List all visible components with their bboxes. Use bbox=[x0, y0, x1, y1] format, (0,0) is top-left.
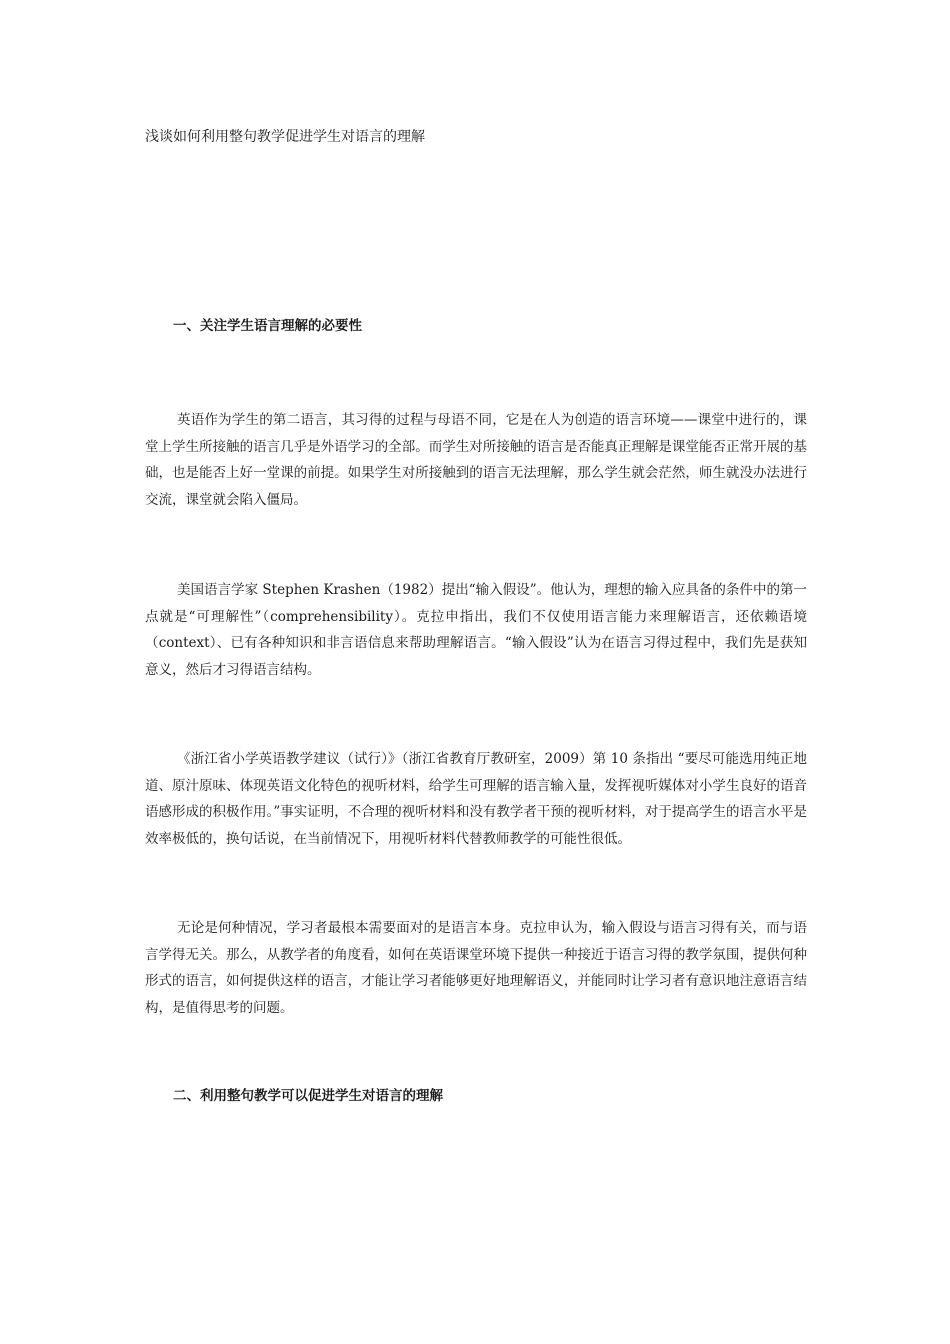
document-title: 浅谈如何利用整句教学促进学生对语言的理解 bbox=[145, 129, 425, 145]
paragraph-3: 《浙江省小学英语教学建议（试行）》（浙江省教育厅教研室，2009）第 10 条指出 “要尽可能选用纯正地道、原汁原味、体现英语文化特色的视听材料，给学生可理解的语言输入量，发挥视听媒体对小学生良好的语音语感形成的积极作用。”事实证明，不合理的视听材料和没有教学者干预的视听材料，对于提高学生的语言水平是效率极低的，换句话说，在当前情况下，用视听材料代替教师教学的可能性很低。 bbox=[145, 751, 807, 847]
paragraph-1: 英语作为学生的第二语言，其习得的过程与母语不同，它是在人为创造的语言环境——课堂中进行的，课堂上学生所接触的语言几乎是外语学习的全部。而学生对所接触的语言是否能真正理解是课堂能否正常开展的基础，也是能否上好一堂课的前提。如果学生对所接触到的语言无法理解，那么学生就会茫然，师生就没办法进行交流，课堂就会陷入僵局。 bbox=[145, 412, 807, 508]
section-heading-2: 二、利用整句教学可以促进学生对语言的理解 bbox=[173, 1088, 443, 1104]
section-heading-1: 一、关注学生语言理解的必要性 bbox=[173, 318, 362, 334]
paragraph-2: 美国语言学家 Stephen Krashen（1982）提出“输入假设”。他认为，理想的输入应具备的条件中的第一点就是“可理解性”（comprehensibility）。克拉申指出，我们不仅使用语言能力来理解语言，还依赖语境（context）、已有各种知识和非言语信息来帮助理解语言。“输入假设”认为在语言习得过程中，我们先是获知意义，然后才习得语言结构。 bbox=[145, 582, 807, 678]
paragraph-4: 无论是何种情况，学习者最根本需要面对的是语言本身。克拉申认为，输入假设与语言习得有关，而与语言学得无关。那么，从教学者的角度看，如何在英语课堂环境下提供一种接近于语言习得的教学氛围，提供何种形式的语言，如何提供这样的语言，才能让学习者能够更好地理解语义，并能同时让学习者有意识地注意语言结构，是值得思考的问题。 bbox=[145, 920, 807, 1016]
